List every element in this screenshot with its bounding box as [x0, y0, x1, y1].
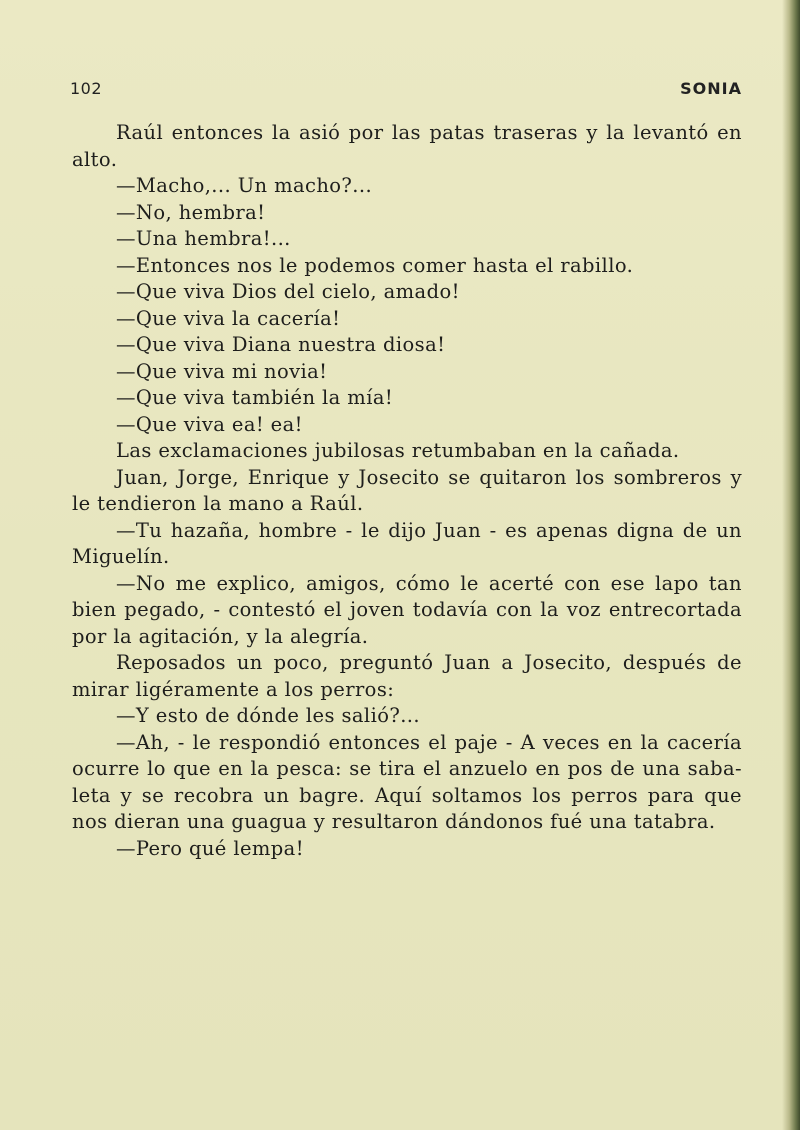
paragraph: —Macho,... Un macho?...: [116, 174, 373, 197]
body-text: [72, 120, 742, 862]
paragraph: —Que viva la cacería!: [116, 306, 341, 330]
paragraph: Juan, Jorge, Enrique y Josecito se quitaron los sombreros y le tendieron la mano a Raúl.: [72, 465, 742, 515]
paragraph: —Que viva Diana nuestra diosa!: [116, 333, 446, 356]
paragraph: —Ah, - le respondió entonces el paje - A veces en la cacería ocurre lo que en la pesca: se tira el anzuelo en pos de una saba-leta y se recobra un bagre. Aquí soltamos los perros para que nos dieran una guagua y resultaron dándonos fué una tatabra.: [72, 730, 742, 833]
paragraph: —Pero qué lempa!: [116, 836, 304, 860]
paragraph: —No me explico, amigos, cómo le acerté con ese lapo tan bien pegado, - contestó el joven todavía con la voz entrecortada por la agitación, y la alegría.: [72, 571, 742, 648]
paragraph: —Una hembra!...: [116, 227, 291, 250]
paragraph: —Tu hazaña, hombre - le dijo Juan - es apenas digna de un Miguelín.: [72, 518, 742, 568]
page-edge-shadow: [782, 0, 800, 1130]
paragraph: —Que viva también la mía!: [116, 386, 394, 409]
paragraph: —Que viva Dios del cielo, amado!: [116, 280, 460, 303]
paragraph: —Entonces nos le podemos comer hasta el rabillo.: [116, 253, 634, 277]
running-title: SONIA: [680, 79, 742, 98]
paragraph: —Y esto de dónde les salió?...: [116, 704, 420, 727]
page-number: 102: [70, 79, 103, 98]
page-header: [70, 79, 742, 103]
paragraph: Las exclamaciones jubilosas retumbaban en la cañada.: [116, 439, 680, 462]
paragraph: —No, hembra!: [116, 200, 266, 224]
paragraph: —Que viva ea! ea!: [116, 412, 303, 436]
paragraph: Reposados un poco, preguntó Juan a Josecito, después de mirar ligéramente a los perros:: [72, 651, 742, 701]
paragraph: Raúl entonces la asió por las patas traseras y la levantó en alto.: [72, 121, 742, 171]
paragraph: —Que viva mi novia!: [116, 359, 328, 383]
